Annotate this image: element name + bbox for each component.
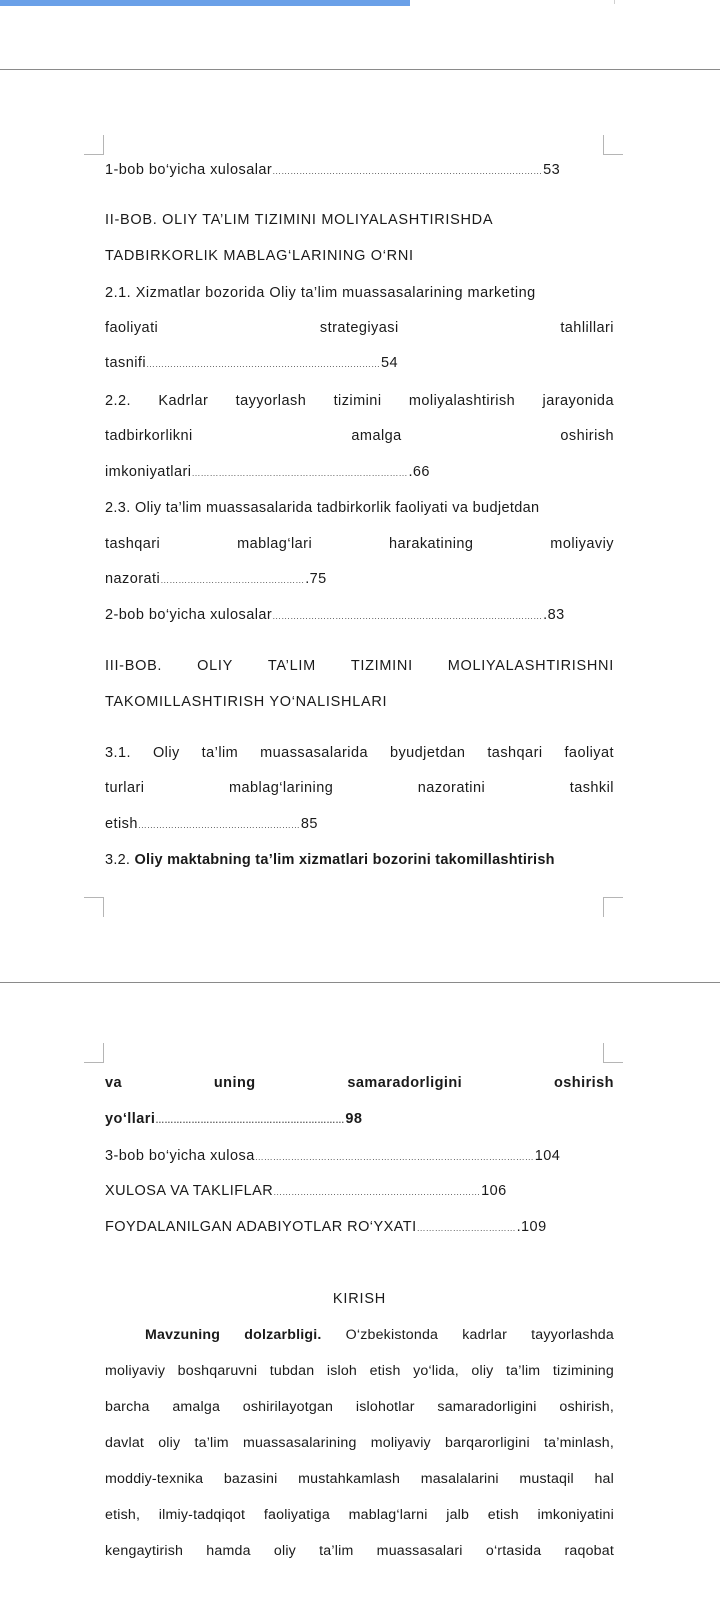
word: faoliyati — [105, 320, 159, 336]
intro-paragraph-line: davlat oliy ta’lim muassasalarining moliyaviy barqarorligini ta’minlash, — [105, 1435, 614, 1451]
intro-lead-bold: Mavzuning dolzarbligi. — [145, 1327, 322, 1343]
toc-entry-references[interactable] — [105, 1216, 614, 1238]
toc-dot-leader: ……………………………………………………………… — [191, 468, 408, 478]
toc-entry-text: imkoniyatlari — [105, 464, 192, 480]
toc-entry-section-2-1[interactable] — [105, 352, 614, 374]
word: turlari — [105, 780, 145, 796]
toc-dot-leader: ……………………………………………… — [137, 820, 300, 830]
toc-chapter-3-title-line2: TAKOMILLASHTIRISH YO‘NALISHLARI — [105, 694, 388, 710]
word: mablag‘lari — [237, 536, 313, 552]
word: uning — [213, 1075, 256, 1091]
toc-page-number: 53 — [543, 162, 561, 178]
toc-entry-text: yo‘llari — [105, 1111, 156, 1127]
progress-tick — [614, 0, 615, 4]
word: byudjetdan — [389, 745, 466, 761]
toc-entry-text: 3-bob bo‘yicha xulosa — [105, 1148, 255, 1164]
toc-dot-leader: ……………………………………………………… — [155, 1115, 345, 1125]
toc-entry-text: etish — [105, 816, 138, 832]
word: tizimini — [333, 393, 382, 409]
scroll-progress-fill — [0, 0, 410, 6]
toc-entry-text: 1-bob bo‘yicha xulosalar — [105, 162, 273, 178]
toc-section-2-1-line1: 2.1. Xizmatlar bozorida Oliy ta’lim muassasalarining marketing — [105, 285, 536, 301]
word: amalga — [351, 428, 402, 444]
toc-entry-ch1-summary[interactable] — [105, 159, 614, 181]
toc-section-3-1-line1 — [105, 742, 614, 764]
word: MOLIYALASHTIRISHNI — [447, 658, 614, 674]
word: 3.1. — [105, 745, 131, 761]
intro-paragraph-line: etish, ilmiy-tadqiqot faoliyatiga mablag‘larni jalb etish imkoniyatini — [105, 1507, 614, 1523]
toc-page-number: 54 — [381, 355, 399, 371]
word: tahlillari — [560, 320, 614, 336]
intro-paragraph-line: moliyaviy boshqaruvni tubdan isloh etish yo‘lida, oliy ta’lim tizimining — [105, 1363, 614, 1379]
intro-lead-rest: O‘zbekistonda kadrlar tayyorlashda — [345, 1327, 614, 1343]
word: oshirish — [553, 1075, 614, 1091]
toc-entry-text: nazorati — [105, 571, 161, 587]
word: tashkil — [569, 780, 614, 796]
toc-page-number: .75 — [305, 571, 327, 587]
word: Oliy — [152, 745, 180, 761]
word: tashqari — [487, 745, 543, 761]
word: oshirish — [560, 428, 614, 444]
toc-section-3-1-line2 — [105, 777, 614, 799]
word: tashqari — [105, 536, 161, 552]
word: TIZIMINI — [350, 658, 413, 674]
toc-dot-leader: ……………………………………………………………………………… — [272, 166, 543, 176]
toc-section-3-2-line1 — [105, 849, 614, 871]
toc-section-2-3-line2 — [105, 533, 614, 555]
toc-dot-leader: …………………………… — [416, 1223, 516, 1233]
toc-page-number: .109 — [516, 1219, 547, 1235]
toc-dot-leader: ………………………………………………………………………………… — [254, 1152, 534, 1162]
toc-entry-text: FOYDALANILGAN ADABIYOTLAR RO‘YXATI — [105, 1219, 417, 1235]
toc-dot-leader: ………………………………………… — [160, 575, 305, 585]
page-corner-mark — [603, 897, 623, 917]
toc-entry-conclusions[interactable] — [105, 1180, 614, 1202]
word: III-BOB. — [105, 658, 163, 674]
toc-entry-text: 2-bob bo‘yicha xulosalar — [105, 607, 273, 623]
page-separator — [0, 69, 720, 70]
word: Kadrlar — [158, 393, 209, 409]
toc-entry-text: tasnifi — [105, 355, 147, 371]
word: OLIY — [197, 658, 233, 674]
word: muassasalarida — [260, 745, 368, 761]
word: 2.2. — [105, 393, 131, 409]
word: jarayonida — [542, 393, 614, 409]
word: samaradorligini — [347, 1075, 463, 1091]
section-number: 3.2. — [105, 852, 131, 868]
word: moliyalashtirish — [408, 393, 516, 409]
toc-section-2-2-line2 — [105, 425, 614, 447]
word: strategiyasi — [319, 320, 399, 336]
scroll-progress-bar — [0, 0, 720, 6]
toc-page-number: .66 — [408, 464, 430, 480]
toc-entry-section-3-1[interactable] — [105, 813, 614, 835]
toc-dot-leader: …………………………………………………………… — [273, 1187, 481, 1197]
word: moliyaviy — [550, 536, 614, 552]
intro-paragraph-line: kengaytirish hamda oliy ta’lim muassasalari o‘rtasida raqobat — [105, 1543, 614, 1559]
intro-paragraph-line: moddiy-texnika bazasini mustahkamlash masalalarini mustaqil hal — [105, 1471, 614, 1487]
word: tadbirkorlikni — [105, 428, 193, 444]
toc-section-2-2-line1 — [105, 390, 614, 412]
page-separator — [0, 982, 720, 983]
intro-paragraph-line: barcha amalga oshirilayotgan islohotlar samaradorligini oshirish, — [105, 1399, 614, 1415]
toc-page-number: 104 — [534, 1148, 561, 1164]
intro-paragraph-line — [105, 1324, 614, 1346]
section-title: Oliy maktabning ta’lim xizmatlari bozorini takomillashtirish — [134, 852, 555, 868]
page-corner-mark — [84, 897, 104, 917]
toc-entry-section-2-2[interactable] — [105, 461, 614, 483]
toc-chapter-2-title-line1: II-BOB. OLIY TA’LIM TIZIMINI MOLIYALASHTIRISHDA — [105, 212, 494, 228]
toc-section-2-1-line2 — [105, 317, 614, 339]
word: ta’lim — [201, 745, 239, 761]
toc-dot-leader: ……………………………………………………………………………… — [272, 611, 543, 621]
word: tayyorlash — [235, 393, 307, 409]
toc-page-number: .83 — [543, 607, 565, 623]
toc-page-number: 98 — [345, 1111, 363, 1127]
toc-entry-section-3-2[interactable] — [105, 1108, 614, 1130]
word: TA’LIM — [267, 658, 316, 674]
word: harakatining — [389, 536, 474, 552]
intro-heading: KIRISH — [332, 1291, 387, 1307]
toc-section-2-3-line1: 2.3. Oliy ta’lim muassasalarida tadbirkorlik faoliyati va budjetdan — [105, 500, 540, 516]
toc-chapter-2-title-line2: TADBIRKORLIK MABLAG‘LARINING O‘RNI — [105, 248, 414, 264]
page-corner-mark — [603, 135, 623, 155]
toc-page-number: 85 — [300, 816, 318, 832]
toc-page-number: 106 — [481, 1183, 507, 1199]
word: va — [105, 1075, 123, 1091]
page-corner-mark — [84, 1043, 104, 1063]
page-corner-mark — [84, 135, 104, 155]
toc-entry-section-2-3[interactable] — [105, 568, 614, 590]
word: nazoratini — [417, 780, 486, 796]
word: mablag‘larining — [228, 780, 334, 796]
word: faoliyat — [564, 745, 614, 761]
toc-entry-ch3-summary[interactable] — [105, 1145, 614, 1167]
toc-dot-leader: …………………………………………………………………… — [146, 359, 381, 369]
toc-section-3-2-line2 — [105, 1072, 614, 1094]
page-corner-mark — [603, 1043, 623, 1063]
toc-entry-ch2-summary[interactable] — [105, 604, 614, 626]
toc-chapter-3-title-line1 — [105, 655, 614, 677]
toc-entry-text: XULOSA VA TAKLIFLAR — [105, 1183, 274, 1199]
